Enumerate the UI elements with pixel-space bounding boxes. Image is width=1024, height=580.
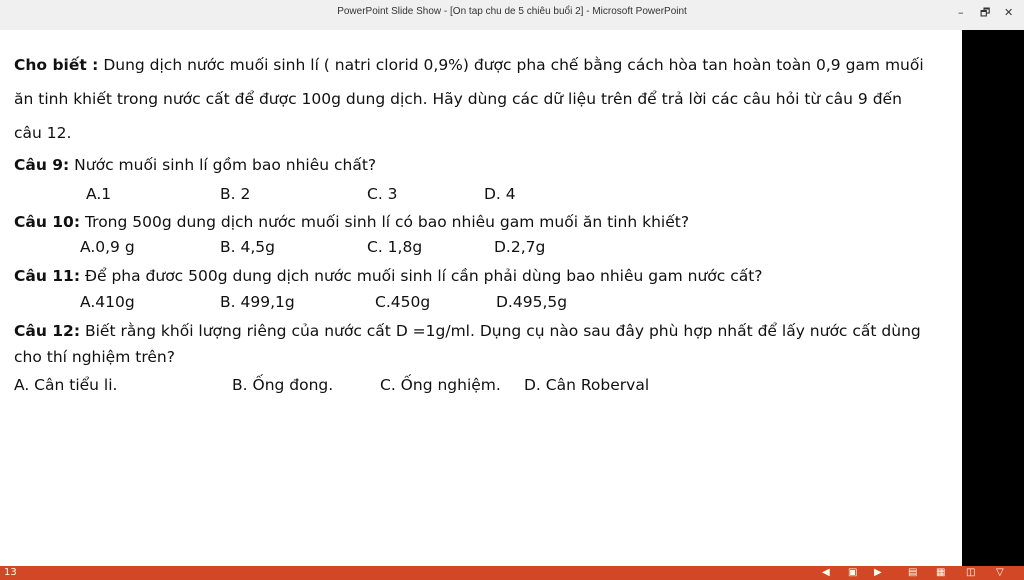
question-10-label: Câu 10: [14,213,81,231]
intro-line-2: ăn tinh khiết trong nước cất để được 100g dung dịch. Hãy dùng các dữ liệu trên để trả lời các câu hỏi từ câu 9 đến [14,90,902,108]
q11-option-d: D.495,5g [496,293,568,311]
minimize-button[interactable]: – [958,6,964,19]
q10-option-c: C. 1,8g [367,238,423,256]
question-12-label: Câu 12: [14,322,81,340]
q11-option-a: A.410g [80,293,135,311]
question-11 [14,267,763,285]
menu-icon[interactable]: ▣ [848,567,858,578]
question-12-text: Biết rằng khối lượng riêng của nước cất D =1g/ml. Dụng cụ nào sau đây phù hợp nhất để lấy nước cất dùng [80,322,921,340]
q10-option-b: B. 4,5g [220,238,275,256]
q9-option-b: B. 2 [220,185,251,203]
question-10 [14,213,689,231]
status-bar [0,566,1024,580]
q9-option-c: C. 3 [367,185,398,203]
normal-view-icon[interactable]: ▤ [908,567,918,578]
q9-option-a: A.1 [86,185,112,203]
intro-label: Cho biết : [14,56,99,74]
slide-sorter-icon[interactable]: ▦ [936,567,946,578]
question-9-text: Nước muối sinh lí gồm bao nhiêu chất? [69,156,377,174]
q12-option-a: A. Cân tiểu li. [14,376,118,394]
question-12-text-2: cho thí nghiệm trên? [14,348,175,366]
previous-icon[interactable]: ◀ [822,567,830,578]
q12-option-c: C. Ống nghiệm. [380,376,501,394]
q10-option-d: D.2,7g [494,238,546,256]
close-button[interactable]: ✕ [1004,6,1014,19]
q11-option-b: B. 499,1g [220,293,295,311]
q12-option-b: B. Ống đong. [232,376,334,394]
question-11-label: Câu 11: [14,267,81,285]
intro-text-1: Dung dịch nước muối sinh lí ( natri clorid 0,9%) được pha chế bằng cách hòa tan hoàn toàn 0,9 gam muối [98,56,924,74]
question-12 [14,322,921,340]
reading-view-icon[interactable]: ◫ [966,567,976,578]
question-9 [14,156,376,174]
question-10-text: Trong 500g dung dịch nước muối sinh lí có bao nhiêu gam muối ăn tinh khiết? [80,213,690,231]
next-icon[interactable]: ▶ [874,567,882,578]
intro-line-3: câu 12. [14,124,72,142]
window-titlebar [0,0,1024,30]
question-9-label: Câu 9: [14,156,70,174]
q9-option-d: D. 4 [484,185,516,203]
intro-line-1 [14,56,924,74]
slideshow-icon[interactable]: ▽ [996,567,1004,578]
q11-option-c: C.450g [375,293,431,311]
slide-number: 13 [4,567,17,578]
restore-button[interactable]: 🗗 [980,6,991,19]
q10-option-a: A.0,9 g [80,238,135,256]
slide-canvas[interactable] [0,30,962,566]
question-11-text: Để pha đươc 500g dung dịch nước muối sinh lí cần phải dùng bao nhiêu gam nước cất? [80,267,763,285]
window-title: PowerPoint Slide Show - [On tap chu de 5 chiêu buổi 2] - Microsoft PowerPoint [337,6,687,17]
q12-option-d: D. Cân Roberval [524,376,650,394]
